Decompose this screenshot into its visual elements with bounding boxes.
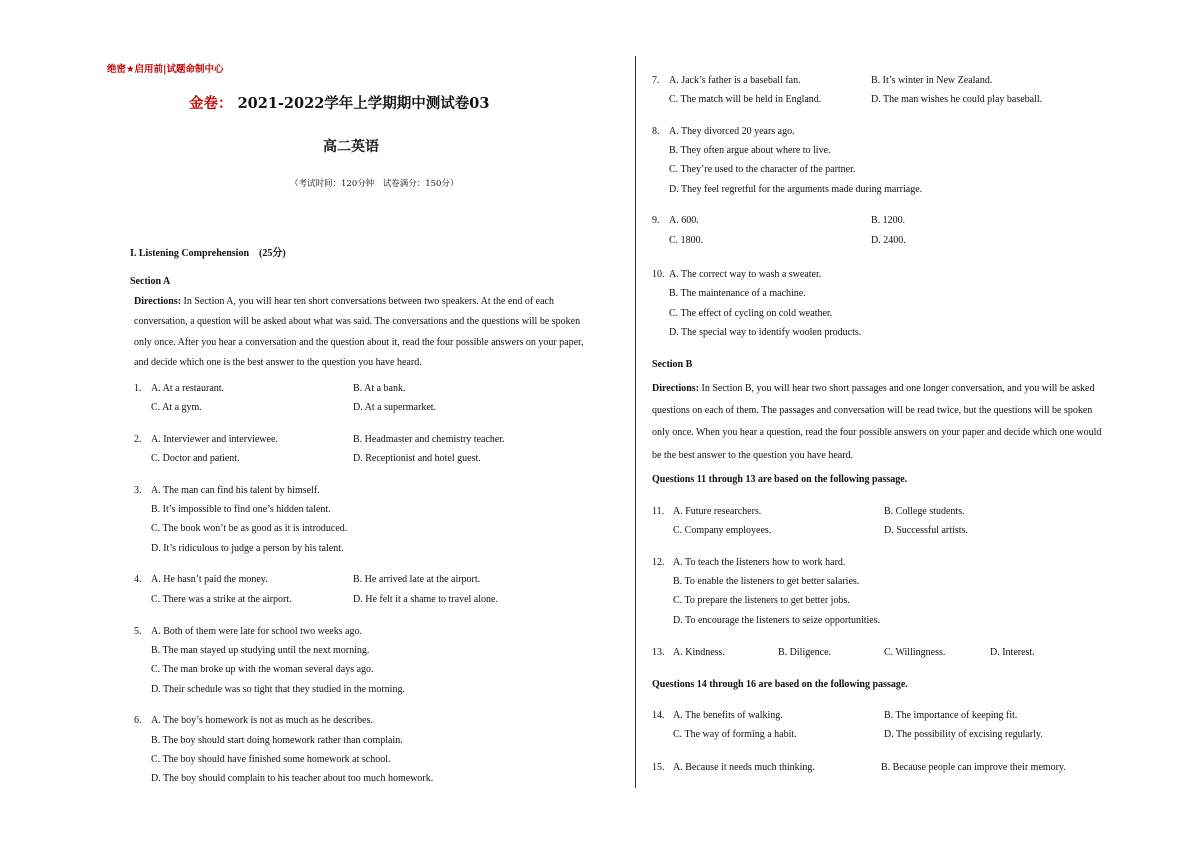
option-d: D. To encourage the listeners to seize opportunities. — [673, 615, 881, 626]
question-number: 9. — [652, 215, 660, 226]
option-b: B. The maintenance of a machine. — [669, 288, 806, 299]
option-a: A. To teach the listeners how to work hard. — [673, 557, 846, 568]
option-b: B. Headmaster and chemistry teacher. — [353, 434, 505, 445]
option-d: D. They feel regretful for the arguments made during marriage. — [669, 184, 923, 195]
subtitle: 高二英语 — [323, 139, 379, 155]
page-title — [189, 92, 489, 113]
option-d: D. The man wishes he could play baseball. — [871, 94, 1043, 105]
option-a: A. Jack’s father is a baseball fan. — [669, 75, 801, 86]
part-heading: I. Listening Comprehension (25分) — [130, 248, 286, 259]
question-number: 5. — [134, 626, 142, 637]
option-a: A. The benefits of walking. — [673, 710, 783, 721]
option-d: D. The special way to identify woolen products. — [669, 327, 862, 338]
directions-label: Directions: — [652, 383, 700, 394]
section-b-directions — [652, 378, 1136, 467]
directions-line: questions on each of them. The passages and conversation will be read twice, but the questions will be spoken — [652, 405, 1093, 417]
question-number: 4. — [134, 574, 142, 585]
option-c: C. At a gym. — [151, 402, 202, 413]
question-group-heading: Questions 11 through 13 are based on the following passage. — [652, 474, 908, 485]
section-a-directions — [134, 292, 619, 373]
option-c: C. The match will be held in England. — [669, 94, 822, 105]
question-number: 7. — [652, 75, 660, 86]
secret-tag: 绝密★启用前|试题命制中心 — [107, 64, 224, 75]
option-d: D. Their schedule was so tight that they studied in the morning. — [151, 684, 405, 695]
directions-label: Directions: — [134, 296, 182, 307]
title-prefix: 金卷： — [189, 95, 233, 112]
question-number: 12. — [652, 557, 665, 568]
option-b: B. The boy should start doing homework rather than complain. — [151, 735, 403, 746]
directions-line: Directions: In Section A, you will hear ten short conversations between two speakers. At the end of each — [134, 296, 554, 307]
directions-line: conversation, a question will be asked about what was said. The conversations and the questions will be spoken — [134, 316, 581, 328]
option-c: C. The book won’t be as good as it is introduced. — [151, 523, 348, 534]
directions-line: only once. When you hear a question, read the four possible answers on your paper and decide which one would — [652, 427, 1102, 439]
option-d: D. Successful artists. — [884, 525, 968, 536]
question-number: 14. — [652, 710, 665, 721]
option-d: D. He felt it a shame to travel alone. — [353, 594, 498, 605]
question-number: 6. — [134, 715, 142, 726]
option-b: B. The importance of keeping fit. — [884, 710, 1018, 721]
option-b: B. At a bank. — [353, 383, 406, 394]
section-b-heading: Section B — [652, 359, 693, 370]
question-number: 15. — [652, 762, 665, 773]
option-b: B. 1200. — [871, 215, 906, 226]
option-a: A. They divorced 20 years ago. — [669, 126, 795, 137]
option-b: B. College students. — [884, 506, 965, 517]
section-a-heading: Section A — [130, 276, 171, 287]
question-number: 13. — [652, 647, 665, 658]
option-b: B. It’s impossible to find one’s hidden talent. — [151, 504, 331, 515]
option-c: C. The way of forming a habit. — [673, 729, 797, 740]
option-c: C. Doctor and patient. — [151, 453, 240, 464]
title-main: 2021-2022学年上学期期中测试卷03 — [237, 95, 490, 112]
option-c: C. There was a strike at the airport. — [151, 594, 292, 605]
option-c: C. They’re used to the character of the partner. — [669, 164, 856, 175]
option-a: A. 600. — [669, 215, 699, 226]
option-c: C. To prepare the listeners to get better jobs. — [673, 595, 850, 606]
option-c: C. The boy should have finished some homework at school. — [151, 754, 391, 765]
question-number: 2. — [134, 434, 142, 445]
column-divider — [635, 56, 636, 788]
option-d: D. At a supermarket. — [353, 402, 437, 413]
directions-line: Directions: In Section B, you will hear two short passages and one longer conversation, and you will be asked — [652, 383, 1095, 394]
option-b: B. He arrived late at the airport. — [353, 574, 481, 585]
directions-line: be the best answer to the question you have heard. — [652, 449, 854, 461]
option-d: D. Receptionist and hotel guest. — [353, 453, 481, 464]
question-number: 3. — [134, 485, 142, 496]
option-c: C. 1800. — [669, 235, 704, 246]
option-a: A. At a restaurant. — [151, 383, 225, 394]
option-b: B. To enable the listeners to get better salaries. — [673, 576, 860, 587]
option-a: A. The correct way to wash a sweater. — [669, 269, 822, 280]
option-d: D. It’s ridiculous to judge a person by his talent. — [151, 543, 344, 554]
question-number: 11. — [652, 506, 665, 517]
question-group-heading: Questions 14 through 16 are based on the following passage. — [652, 679, 908, 690]
option-b: B. It’s winter in New Zealand. — [871, 75, 993, 86]
question-number: 1. — [134, 383, 142, 394]
option-b: B. Diligence. — [778, 647, 832, 658]
option-c: C. The man broke up with the woman several days ago. — [151, 664, 374, 675]
option-a: A. Interviewer and interviewee. — [151, 434, 278, 445]
option-c: C. Company employees. — [673, 525, 772, 536]
question-number: 10. — [652, 269, 665, 280]
option-d: D. Interest. — [990, 647, 1035, 658]
option-d: D. 2400. — [871, 235, 906, 246]
directions-line: and decide which one is the best answer to the question you have heard. — [134, 356, 422, 368]
option-c: C. Willingness. — [884, 647, 946, 658]
option-a: A. Future researchers. — [673, 506, 762, 517]
option-b: B. They often argue about where to live. — [669, 145, 831, 156]
exam-info: （考试时间：120分钟 试卷满分：150分） — [290, 179, 459, 189]
directions-line: only once. After you hear a conversation and the question about it, read the four possible answers on your paper, — [134, 336, 584, 348]
option-a: A. The boy’s homework is not as much as he describes. — [151, 715, 373, 726]
option-b: B. Because people can improve their memory. — [881, 762, 1066, 773]
option-a: A. Both of them were late for school two weeks ago. — [151, 626, 363, 637]
question-number: 8. — [652, 126, 660, 137]
option-d: D. The possibility of excising regularly. — [884, 729, 1043, 740]
option-a: A. Kindness. — [673, 647, 725, 658]
option-b: B. The man stayed up studying until the next morning. — [151, 645, 370, 656]
option-d: D. The boy should complain to his teacher about too much homework. — [151, 773, 434, 784]
option-a: A. Because it needs much thinking. — [673, 762, 815, 773]
option-a: A. The man can find his talent by himself. — [151, 485, 320, 496]
option-c: C. The effect of cycling on cold weather. — [669, 308, 833, 319]
option-a: A. He hasn’t paid the money. — [151, 574, 268, 585]
